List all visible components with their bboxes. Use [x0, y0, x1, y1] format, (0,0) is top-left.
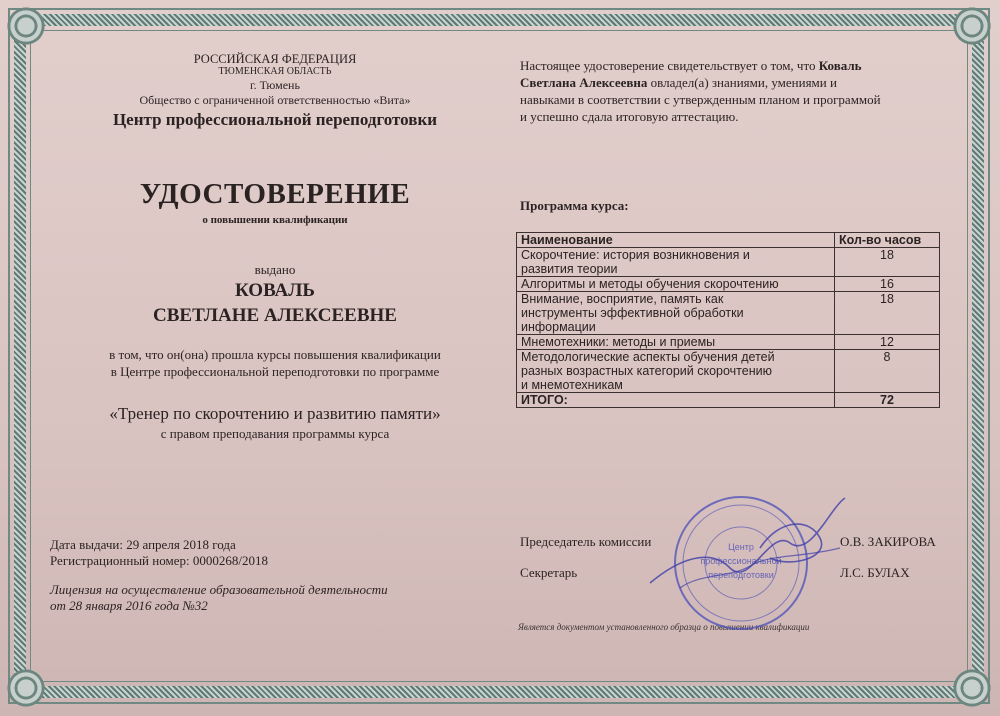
secretary-name: Л.С. БУЛАХ	[840, 565, 910, 580]
intro-part: овладел(а) знаниями, умениями и	[650, 75, 837, 90]
city-heading: г. Тюмень	[250, 78, 300, 92]
program-label: Программа курса:	[520, 198, 629, 213]
table-row	[517, 350, 940, 393]
total-label: ИТОГО:	[517, 393, 835, 408]
statement-line: в Центре профессиональной переподготовки по программе	[110, 364, 440, 379]
chair-name: О.В. ЗАКИРОВА	[840, 534, 936, 549]
course-hours: 8	[835, 350, 940, 393]
license-line: Лицензия на осуществление образовательной деятельности	[50, 582, 388, 597]
intro-holder-name: Светлана Алексеевна	[520, 75, 648, 90]
table-row	[517, 292, 940, 335]
seal-text-line: Центр	[728, 542, 754, 552]
issued-label: выдано	[254, 262, 296, 277]
course-topic-line: Внимание, восприятие, память как	[521, 292, 724, 306]
course-hours: 18	[835, 248, 940, 277]
course-topic-line: развития теории	[521, 262, 618, 276]
total-hours: 72	[835, 393, 940, 408]
secretary-label: Секретарь	[520, 565, 578, 580]
footer-note: Является документом установленного образца о повышении квалификации	[518, 622, 810, 632]
intro-holder-surname: Коваль	[818, 58, 862, 73]
registration-number: Регистрационный номер: 0000268/2018	[50, 553, 268, 568]
column-header-hours: Кол-во часов	[835, 233, 940, 248]
issue-date: Дата выдачи: 29 апреля 2018 года	[50, 537, 236, 552]
intro-part: Настоящее удостоверение свидетельствует о том, что	[520, 58, 816, 73]
holder-name: СВЕТЛАНЕ АЛЕКСЕЕВНЕ	[153, 305, 397, 326]
course-topic	[517, 292, 835, 335]
seal-text-line: профессиональной	[700, 556, 782, 566]
country-heading: РОССИЙСКАЯ ФЕДЕРАЦИЯ	[193, 52, 357, 66]
course-topic-line: инструменты эффективной обработки	[521, 306, 744, 320]
statement-line: в том, что он(она) прошла курсы повышения квалификации	[109, 347, 441, 362]
signature-icon	[640, 488, 860, 598]
intro-text-line: навыками в соответствии с утвержденным планом и программой	[520, 92, 881, 107]
table-total-row	[517, 393, 940, 408]
table-header-row	[517, 233, 940, 248]
column-header-name: Наименование	[517, 233, 835, 248]
corner-ornament-icon	[6, 6, 46, 46]
program-name: «Тренер по скорочтению и развитию памяти»	[109, 404, 441, 423]
center-name: Центр профессиональной переподготовки	[112, 110, 438, 129]
course-topic	[517, 277, 835, 292]
course-topic-line: Методологические аспекты обучения детей	[521, 350, 775, 364]
intro-text-line	[520, 75, 940, 91]
document-subtitle: о повышении квалификации	[202, 214, 348, 226]
company-name: Общество с ограниченной ответственностью «Вита»	[139, 93, 411, 107]
course-topic-line: и мнемотехникам	[521, 378, 623, 392]
course-topic-line: Мнемотехники: методы и приемы	[521, 335, 716, 349]
course-hours: 16	[835, 277, 940, 292]
table-row	[517, 277, 940, 292]
course-topic	[517, 335, 835, 350]
course-topic-line: Алгоритмы и методы обучения скорочтению	[521, 277, 779, 291]
table-row	[517, 248, 940, 277]
course-hours: 18	[835, 292, 940, 335]
holder-surname: КОВАЛЬ	[235, 280, 315, 301]
course-topic-line: разных возрастных категорий скорочтению	[521, 364, 772, 378]
course-topic	[517, 350, 835, 393]
program-table	[516, 232, 940, 408]
chair-label: Председатель комиссии	[520, 534, 652, 549]
course-topic	[517, 248, 835, 277]
region-heading: ТЮМЕНСКАЯ ОБЛАСТЬ	[218, 66, 332, 77]
intro-text-line: и успешно сдала итоговую аттестацию.	[520, 109, 739, 124]
seal-text-line: переподготовки	[708, 570, 774, 580]
program-note: с правом преподавания программы курса	[160, 426, 390, 441]
course-hours: 12	[835, 335, 940, 350]
license-line: от 28 января 2016 года №32	[50, 598, 208, 613]
table-row	[517, 335, 940, 350]
corner-ornament-icon	[6, 668, 46, 708]
corner-ornament-icon	[952, 668, 992, 708]
document-title: УДОСТОВЕРЕНИЕ	[139, 178, 411, 210]
course-topic-line: Скорочтение: история возникновения и	[521, 248, 750, 262]
corner-ornament-icon	[952, 6, 992, 46]
course-topic-line: информации	[521, 320, 596, 334]
intro-text-line	[520, 58, 940, 74]
